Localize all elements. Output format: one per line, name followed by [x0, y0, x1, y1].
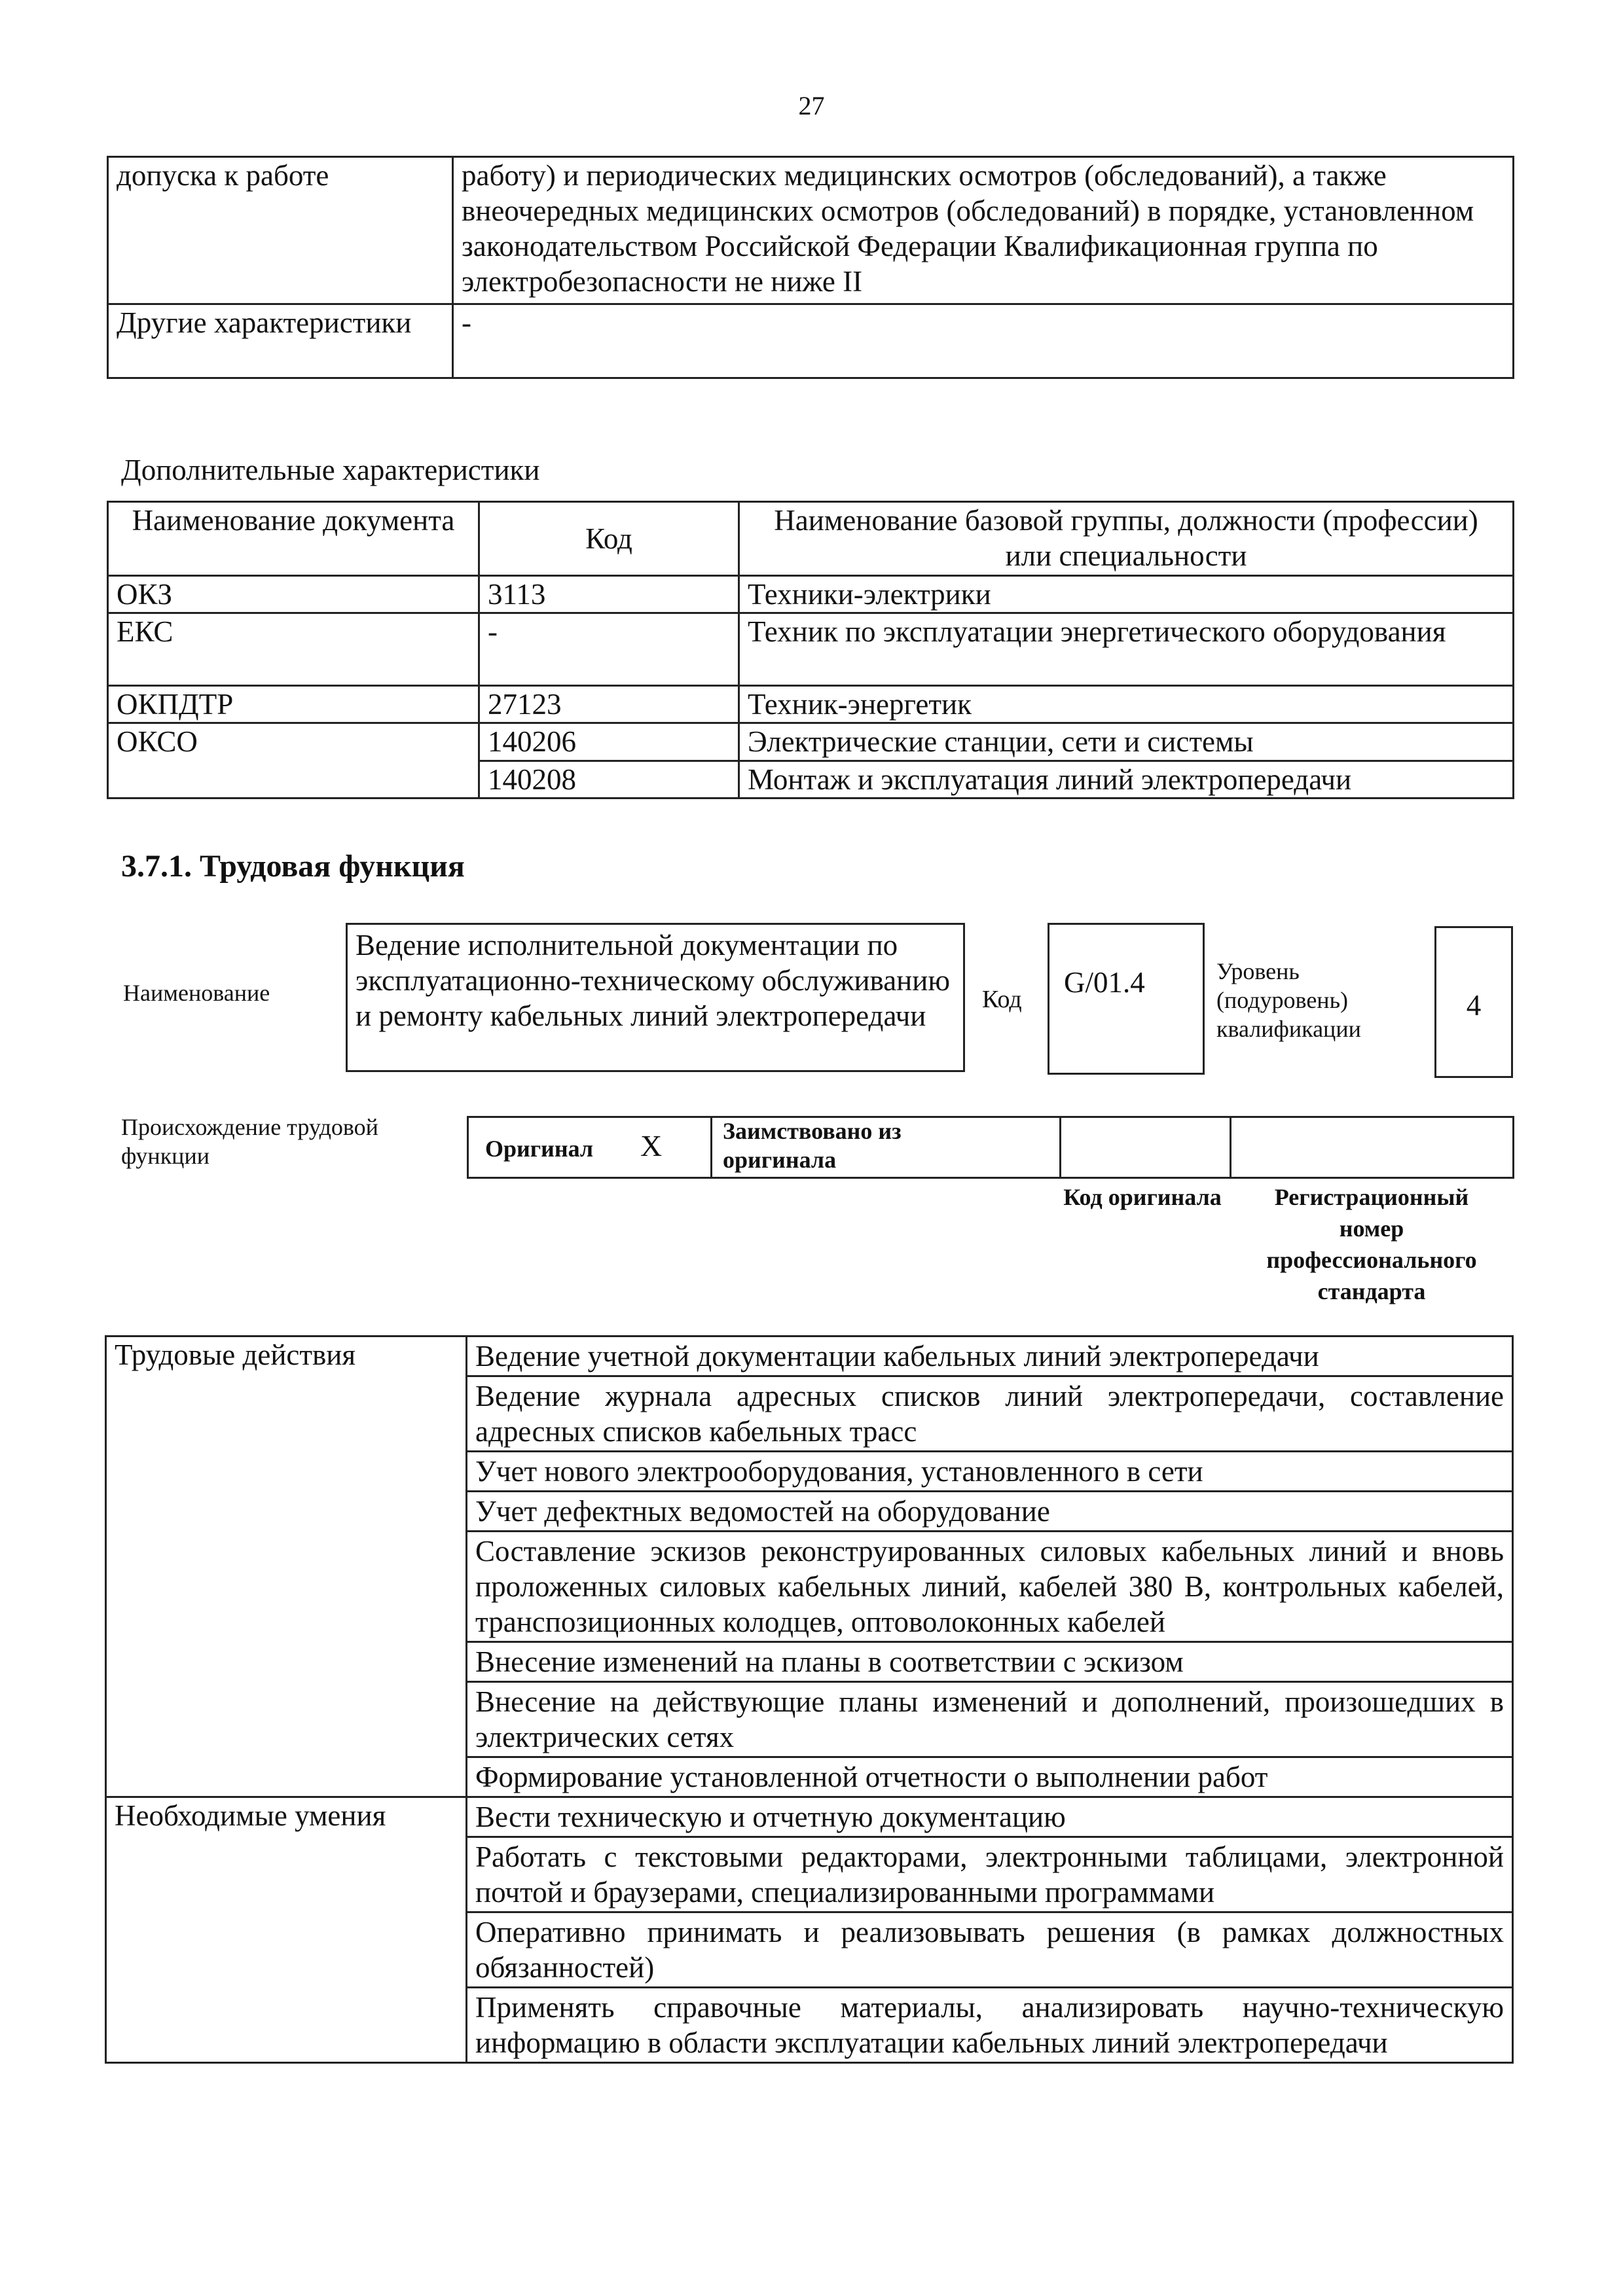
code-cell: 140206 [479, 723, 739, 761]
list-item: Ведение учетной документации кабельных линий электропередачи [467, 1337, 1512, 1377]
table-row [108, 613, 1514, 686]
list-item: Учет дефектных ведомостей на оборудование [467, 1492, 1512, 1532]
name-cell: Техник по эксплуатации энергетического оборудования [739, 613, 1514, 686]
table-row [108, 686, 1514, 723]
name-cell: Электрические станции, сети и системы [739, 723, 1514, 761]
table-header-row [108, 502, 1514, 576]
code-original-caption: Код оригинала [1063, 1184, 1222, 1210]
labor-function-name: Ведение исполнительной документации по эксплуатационно-техническому обслуживанию и ремонту кабельных линий электропередачи [346, 923, 965, 1072]
additional-heading: Дополнительные характеристики [121, 454, 540, 486]
original-label: Оригинал [485, 1136, 594, 1162]
original-cell [469, 1118, 712, 1177]
code-cell: 27123 [479, 686, 739, 723]
skills-cell [467, 1797, 1513, 2063]
origin-table [467, 1116, 1514, 1179]
reg-number-caption: Регистрационный номер профессионального стандарта [1266, 1184, 1477, 1304]
labor-function-details-table [105, 1335, 1514, 2064]
level-label: Уровень (подуровень) квалификации [1216, 958, 1361, 1042]
labor-function-heading: 3.7.1. Трудовая функция [121, 849, 465, 884]
labor-function-code: G/01.4 [1048, 923, 1205, 1075]
column-header: Наименование базовой группы, должности (профессии) или специальности [739, 502, 1514, 576]
original-mark: X [640, 1129, 663, 1162]
name-cell: Техник-энергетик [739, 686, 1514, 723]
list-item: Внесение на действующие планы изменений и дополнений, произошедших в электрических сетях [467, 1683, 1512, 1758]
doc-cell: ОКЗ [108, 576, 479, 613]
list-item: Применять справочные материалы, анализировать научно-техническую информацию в области эксплуатации кабельных линий электропередачи [475, 1991, 1504, 2059]
list-item: Ведение журнала адресных списков линий электропередачи, составление адресных списков кабельных трасс [467, 1377, 1512, 1452]
actions-label: Трудовые действия [106, 1336, 467, 1797]
code-label: Код [982, 986, 1022, 1013]
additional-characteristics-table [107, 501, 1514, 799]
list-item: Учет нового электрооборудования, установленного в сети [467, 1452, 1512, 1492]
original-code-cell [1061, 1118, 1231, 1177]
list-item: Внесение изменений на планы в соответствии с эскизом [467, 1643, 1512, 1683]
column-header: Наименование документа [108, 502, 479, 576]
doc-cell: ОКСО [108, 723, 479, 798]
list-item: Формирование установленной отчетности о выполнении работ [475, 1761, 1268, 1793]
doc-cell: ОКПДТР [108, 686, 479, 723]
table-row [108, 723, 1514, 761]
row-value: - [453, 304, 1514, 378]
code-cell: - [479, 613, 739, 686]
table-row [108, 304, 1514, 378]
name-cell: Монтаж и эксплуатация линий электропередачи [739, 761, 1514, 798]
skills-label: Необходимые умения [106, 1797, 467, 2063]
requirements-table [107, 156, 1514, 379]
list-item: Составление эскизов реконструированных силовых кабельных линий и вновь проложенных силовых кабельных линий, кабелей 380 В, контрольных кабелей, транспозиционных колодцев, оптоволоконных кабелей [467, 1532, 1512, 1643]
origin-label: Происхождение трудовой функции [121, 1114, 378, 1169]
table-row [106, 1336, 1513, 1797]
list-item: Работать с текстовыми редакторами, электронными таблицами, электронной почтой и браузерами, специализированными программами [467, 1838, 1512, 1913]
borrowed-cell [712, 1118, 1061, 1177]
table-row [108, 157, 1514, 304]
row-label: Другие характеристики [108, 304, 453, 378]
table-row [106, 1797, 1513, 2063]
doc-cell: ЕКС [108, 613, 479, 686]
code-cell: 3113 [479, 576, 739, 613]
code-cell: 140208 [479, 761, 739, 798]
table-row [108, 576, 1514, 613]
actions-cell [467, 1336, 1513, 1797]
name-cell: Техники-электрики [739, 576, 1514, 613]
qualification-level: 4 [1434, 926, 1513, 1078]
page-number: 27 [798, 91, 825, 120]
row-label: допуска к работе [108, 157, 453, 304]
borrowed-label: Заимствовано из оригинала [723, 1118, 902, 1173]
name-label: Наименование [123, 980, 270, 1006]
list-item: Вести техническую и отчетную документацию [467, 1798, 1512, 1838]
column-header: Код [479, 502, 739, 576]
list-item: Оперативно принимать и реализовывать решения (в рамках должностных обязанностей) [467, 1913, 1512, 1988]
row-value: работу) и периодических медицинских осмотров (обследований), а также внеочередных медицинских осмотров (обследований) в порядке, установленном законодательством Российской Федерации Квалификационная группа по электробезопасности не ниже II [453, 157, 1514, 304]
